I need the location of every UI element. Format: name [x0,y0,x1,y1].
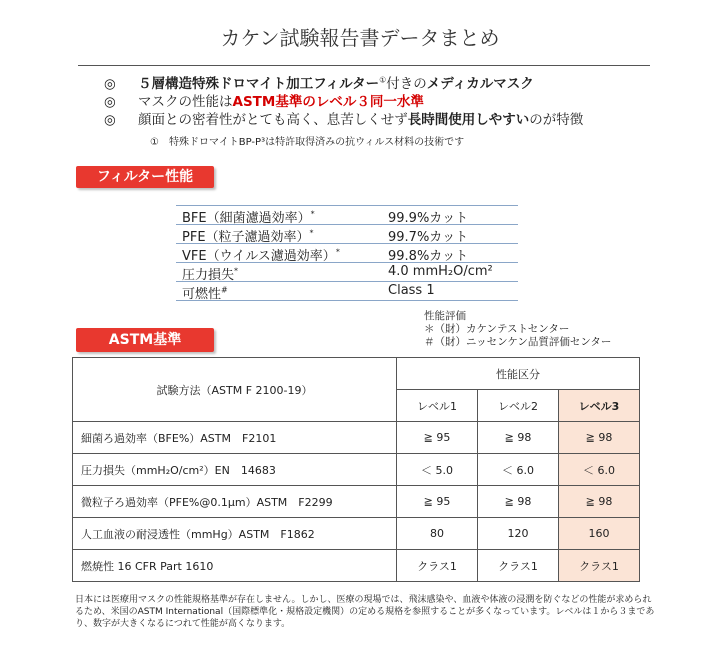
double-circle-icon: ◎ [104,94,116,110]
level3-value: ＜ 6.0 [559,454,640,486]
table-row [73,550,640,582]
filter-row-label: 圧力損失* [182,266,239,283]
filter-performance-label: フィルター性能 [76,166,214,188]
table-row [73,454,640,486]
page-title: カケン試験報告書データまとめ [220,26,500,50]
bullet-fit-bold: 長時間使用しやすい [407,112,530,128]
level-header: レベル3 [559,390,640,422]
filter-row-value: 99.8%カット [388,249,469,264]
bullet-fit-pre: 顔面との密着性がとても高く、息苦しくせず [138,112,408,128]
title-divider [78,65,650,66]
table-row [73,422,640,454]
bullet-performance-highlight: ASTM基準のレベル３同一水準 [232,94,424,110]
bullet-structure-brand: ドロマイト加工フィルター [219,76,380,92]
performance-class-header: 性能区分 [397,358,640,390]
rating-bodies [424,310,611,349]
method-header: 試験方法（ASTM F 2100-19） [73,358,397,422]
filter-row-value: 99.9%カット [388,211,469,226]
table-row [73,518,640,550]
level1-value: クラス1 [397,550,478,582]
bullet-fit [104,108,583,128]
footnote-ref: ① [379,75,387,85]
test-label: 圧力損失（mmH₂O/cm²）EN 14683 [73,454,397,486]
filter-row-label: PFE（粒子濾過効率）* [182,228,314,245]
level1-value: ≧ 95 [397,422,478,454]
astm-table [72,357,640,582]
level1-value: ＜ 5.0 [397,454,478,486]
filter-row-label: BFE（細菌濾過効率）* [182,209,315,226]
double-circle-icon: ◎ [104,76,116,92]
bullet-performance [104,90,424,110]
test-label: 細菌ろ過効率（BFE%）ASTM F2101 [73,422,397,454]
filter-row [176,282,518,301]
level-header: レベル1 [397,390,478,422]
filter-row [176,244,518,263]
filter-row-value: 4.0 mmH₂O/cm² [388,264,493,279]
table-row [73,486,640,518]
level3-value: クラス1 [559,550,640,582]
level3-value: 160 [559,518,640,550]
bullet-fit-post: のが特徴 [529,112,584,128]
level2-value: ≧ 98 [478,422,559,454]
bullet-structure-tail: メディカルマスク [426,76,534,92]
bullet-structure-mid: 付きの [386,76,427,92]
level3-value: ≧ 98 [559,486,640,518]
filter-performance-table [176,205,518,301]
level2-value: ＜ 6.0 [478,454,559,486]
filter-row [176,205,518,225]
level1-value: 80 [397,518,478,550]
level-header: レベル2 [478,390,559,422]
test-label: 人工血液の耐浸透性（mmHg）ASTM F1862 [73,518,397,550]
level2-value: クラス1 [478,550,559,582]
footnote-note: ① 特殊ドロマイトBP-P³は特許取得済みの抗ウィルス材料の技術です [150,137,465,148]
filter-row-label: VFE（ウイルス濾過効率）* [182,247,340,264]
level1-value: ≧ 95 [397,486,478,518]
level3-value: ≧ 98 [559,422,640,454]
test-label: 燃焼性 16 CFR Part 1610 [73,550,397,582]
rating-heading: 性能評価 [424,310,466,322]
test-label: 微粒子ろ過効率（PFE%@0.1μm）ASTM F2299 [73,486,397,518]
double-circle-icon: ◎ [104,112,116,128]
bullet-structure-num: ５層構造特殊 [138,76,219,92]
bullet-performance-pre: マスクの性能は [138,94,233,110]
bullet-structure [104,72,534,92]
filter-row-value: 99.7%カット [388,230,469,245]
level2-value: 120 [478,518,559,550]
rating-body-nissenken: ＃（財）ニッセンケン品質評価センター [424,336,612,348]
astm-standard-label: ASTM基準 [76,328,214,352]
footer-note: 日本には医療用マスクの性能規格基準が存在しません。しかし、医療の現場では、飛沫感染や、血液や体液の浸潤を防ぐなどの性能が求められるため、米国のASTM International（国際標準化・規格設定機関）の定める規格を参照することが多くなっています。レベルは１から３まであり、数字が大きくなるにつれて性能が高くなります。 [75,595,655,629]
rating-body-kaken: ＊（財）カケンテストセンター [424,323,570,335]
filter-row-value: Class 1 [388,283,435,298]
filter-row [176,225,518,244]
level2-value: ≧ 98 [478,486,559,518]
filter-row [176,263,518,282]
filter-row-label: 可燃性# [182,285,228,302]
